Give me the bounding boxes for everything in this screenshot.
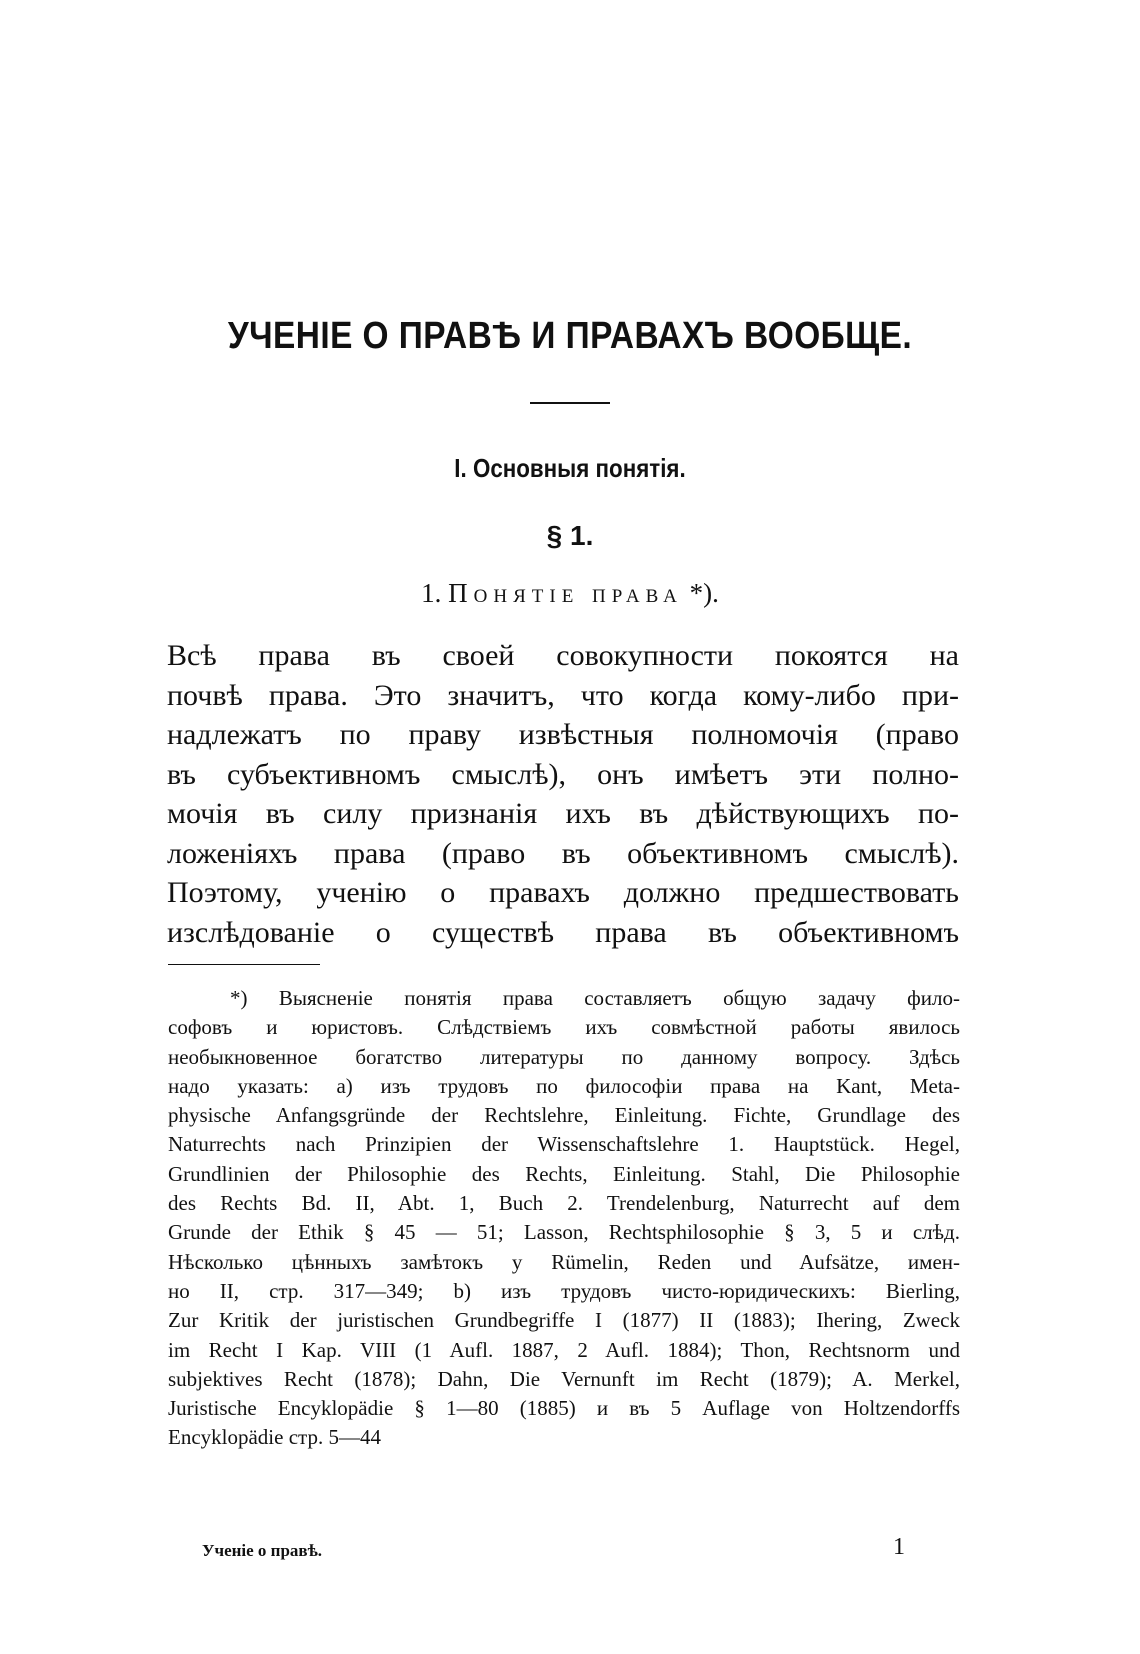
footnote-line: Grunde der Ethik § 45 — 51; Lasson, Rechtsphilosophie § 3, 5 и слѣд. — [168, 1220, 960, 1245]
footnote-line: Juristische Encyklopädie § 1—80 (1885) и въ 5 Auflage von Holtzendorffs — [168, 1396, 960, 1421]
footnote-line: subjektives Recht (1878); Dahn, Die Vernunft im Recht (1879); A. Merkel, — [168, 1366, 960, 1391]
footnote-line: софовъ и юристовъ. Слѣдствіемъ ихъ совмѣстной работы явилось — [168, 1015, 960, 1040]
body-line: мочія въ силу признанія ихъ въ дѣйствующихъ по- — [167, 797, 959, 830]
footnote-marker: *). — [689, 578, 719, 608]
body-line: въ субъективномъ смыслѣ), онъ имѣетъ эти полно- — [167, 757, 959, 791]
body-paragraph — [167, 636, 959, 952]
paragraph-mark: § 1. — [546, 520, 594, 551]
body-line: почвѣ права. Это значитъ, что когда кому-либо при- — [167, 678, 959, 712]
footnote-line: Encyklopädie стр. 5—44 — [168, 1425, 381, 1450]
footnote-line: Нѣсколько цѣнныхъ замѣтокъ у Rümelin, Reden und Aufsätze, имен- — [168, 1249, 960, 1274]
body-line: ложеніяхъ права (право въ объективномъ смыслѣ). — [167, 836, 959, 870]
footnote-line: physische Anfangsgründe der Rechtslehre, Einleitung. Fichte, Grundlage des — [168, 1103, 960, 1128]
body-line: Поэтому, ученію о правахъ должно предшествовать — [167, 876, 959, 909]
footer-signature: Ученіе о правѣ. — [202, 1541, 323, 1560]
subheading-number: 1. — [421, 578, 442, 608]
title-divider — [530, 402, 610, 404]
footnote-line: Grundlinien der Philosophie des Rechts, Einleitung. Stahl, Die Philosophie — [168, 1161, 960, 1186]
footnote-line: des Rechts Bd. II, Abt. 1, Buch 2. Trendelenburg, Naturrecht auf dem — [168, 1191, 960, 1216]
subheading — [0, 578, 1140, 609]
footnote-line: Naturrechts nach Prinzipien der Wissenschaftslehre 1. Hauptstück. Hegel, — [168, 1132, 960, 1157]
footnote — [168, 984, 960, 1453]
footnote-line: необыкновенное богатство литературы по данному вопросу. Здѣсь — [168, 1044, 960, 1069]
subheading-text: Понятіе права — [448, 578, 683, 608]
body-line: Всѣ права въ своей совокупности покоятся на — [167, 639, 959, 672]
footnote-line: *) Выясненіе понятія права составляетъ общую задачу фило- — [230, 986, 960, 1010]
page-title: УЧЕНІЕ О ПРАВѢ И ПРАВАХЪ ВООБЩЕ. — [227, 315, 913, 357]
page-number: 1 — [893, 1534, 905, 1560]
footnote-line: но II, стр. 317—349; b) изъ трудовъ чисто-юридическихъ: Bierling, — [168, 1278, 960, 1303]
footnote-divider — [168, 964, 320, 965]
body-line: изслѣдованіе о существѣ права въ объективномъ — [167, 915, 959, 949]
section-heading: I. Основныя понятія. — [454, 453, 686, 483]
footnote-line: im Recht I Kap. VIII (1 Aufl. 1887, 2 Aufl. 1884); Thon, Rechtsnorm und — [168, 1337, 960, 1362]
body-line: надлежатъ по праву извѣстныя полномочія (право — [167, 718, 959, 751]
footnote-line: надо указать: a) изъ трудовъ по философіи права на Kant, Meta- — [168, 1073, 960, 1098]
footnote-line: Zur Kritik der juristischen Grundbegriffe I (1877) II (1883); Ihering, Zweck — [168, 1308, 960, 1333]
